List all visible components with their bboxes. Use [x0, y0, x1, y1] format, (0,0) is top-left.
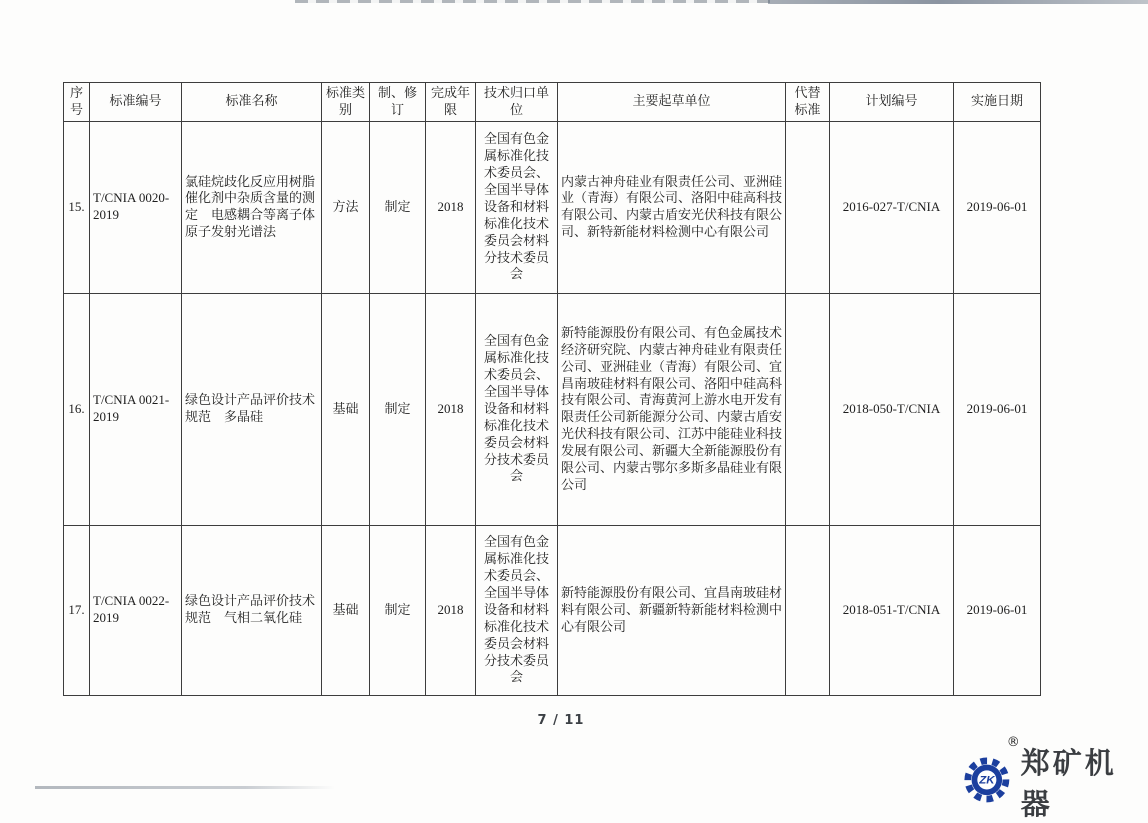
cell-replaces [786, 525, 830, 695]
page-number: 7 / 11 [537, 713, 585, 728]
scan-artifact-top [295, 0, 770, 3]
cell-std-name: 氯硅烷歧化反应用树脂催化剂中杂质含量的测定 电感耦合等离子体原子发射光谱法 [182, 121, 322, 293]
registered-trademark-icon: ® [1006, 735, 1020, 750]
column-header-std-no: 标准编号 [90, 83, 182, 122]
column-header-index: 序号 [64, 83, 90, 122]
cell-std-no: T/CNIA 0021-2019 [90, 293, 182, 525]
table-header-row [64, 83, 1041, 122]
scan-artifact-bottom [35, 786, 335, 789]
gear-zk-icon [963, 752, 1011, 804]
cell-action: 制定 [370, 525, 426, 695]
cell-year: 2018 [426, 293, 476, 525]
gear-letters: ZK [979, 774, 995, 787]
cell-std-name: 绿色设计产品评价技术规范 气相二氧化硅 [182, 525, 322, 695]
cell-category: 基础 [322, 293, 370, 525]
column-header-action: 制、修订 [370, 83, 426, 122]
cell-drafters: 内蒙古神舟硅业有限责任公司、亚洲硅业（青海）有限公司、洛阳中硅高科技有限公司、内蒙古盾安光伏科技有限公司、新特新能材料检测中心有限公司 [558, 121, 786, 293]
cell-drafters: 新特能源股份有限公司、宜昌南玻硅材料有限公司、新疆新特新能材料检测中心有限公司 [558, 525, 786, 695]
column-header-year: 完成年限 [426, 83, 476, 122]
standards-table [63, 82, 1041, 696]
cell-replaces [786, 121, 830, 293]
table-row [64, 121, 1041, 293]
table-row [64, 293, 1041, 525]
column-header-impl-date: 实施日期 [954, 83, 1041, 122]
column-header-drafters: 主要起草单位 [558, 83, 786, 122]
cell-year: 2018 [426, 121, 476, 293]
company-logo [963, 733, 1148, 823]
cell-replaces [786, 293, 830, 525]
cell-std-no: T/CNIA 0020-2019 [90, 121, 182, 293]
cell-std-name: 绿色设计产品评价技术规范 多晶硅 [182, 293, 322, 525]
cell-category: 方法 [322, 121, 370, 293]
cell-index: 15. [64, 121, 90, 293]
cell-action: 制定 [370, 121, 426, 293]
scan-artifact-top-right [768, 0, 1148, 4]
cell-impl-date: 2019-06-01 [954, 121, 1041, 293]
cell-index: 16. [64, 293, 90, 525]
column-header-category: 标准类别 [322, 83, 370, 122]
cell-std-no: T/CNIA 0022-2019 [90, 525, 182, 695]
cell-tech-unit: 全国有色金属标准化技术委员会、全国半导体设备和材料标准化技术委员会材料分技术委员会 [476, 525, 558, 695]
column-header-plan-no: 计划编号 [830, 83, 954, 122]
cell-year: 2018 [426, 525, 476, 695]
column-header-replaces: 代替标准 [786, 83, 830, 122]
brand-name: 郑矿机器 [1020, 748, 1117, 821]
cell-tech-unit: 全国有色金属标准化技术委员会、全国半导体设备和材料标准化技术委员会材料分技术委员会 [476, 121, 558, 293]
cell-plan-no: 2018-050-T/CNIA [830, 293, 954, 525]
table-row [64, 525, 1041, 695]
cell-impl-date: 2019-06-01 [954, 293, 1041, 525]
cell-drafters: 新特能源股份有限公司、有色金属技术经济研究院、内蒙古神舟硅业有限责任公司、亚洲硅业（青海）有限公司、宜昌南玻硅材料有限公司、洛阳中硅高科技有限公司、青海黄河上游水电开发有限责任公司新能源分公司、内蒙古盾安光伏科技有限公司、江苏中能硅业科技发展有限公司、新疆大全新能源股份有限公司、内蒙古鄂尔多斯多晶硅业有限公司 [558, 293, 786, 525]
cell-index: 17. [64, 525, 90, 695]
cell-category: 基础 [322, 525, 370, 695]
column-header-std-name: 标准名称 [182, 83, 322, 122]
cell-action: 制定 [370, 293, 426, 525]
column-header-tech-unit: 技术归口单位 [476, 83, 558, 122]
cell-plan-no: 2016-027-T/CNIA [830, 121, 954, 293]
cell-impl-date: 2019-06-01 [954, 525, 1041, 695]
cell-plan-no: 2018-051-T/CNIA [830, 525, 954, 695]
cell-tech-unit: 全国有色金属标准化技术委员会、全国半导体设备和材料标准化技术委员会材料分技术委员会 [476, 293, 558, 525]
